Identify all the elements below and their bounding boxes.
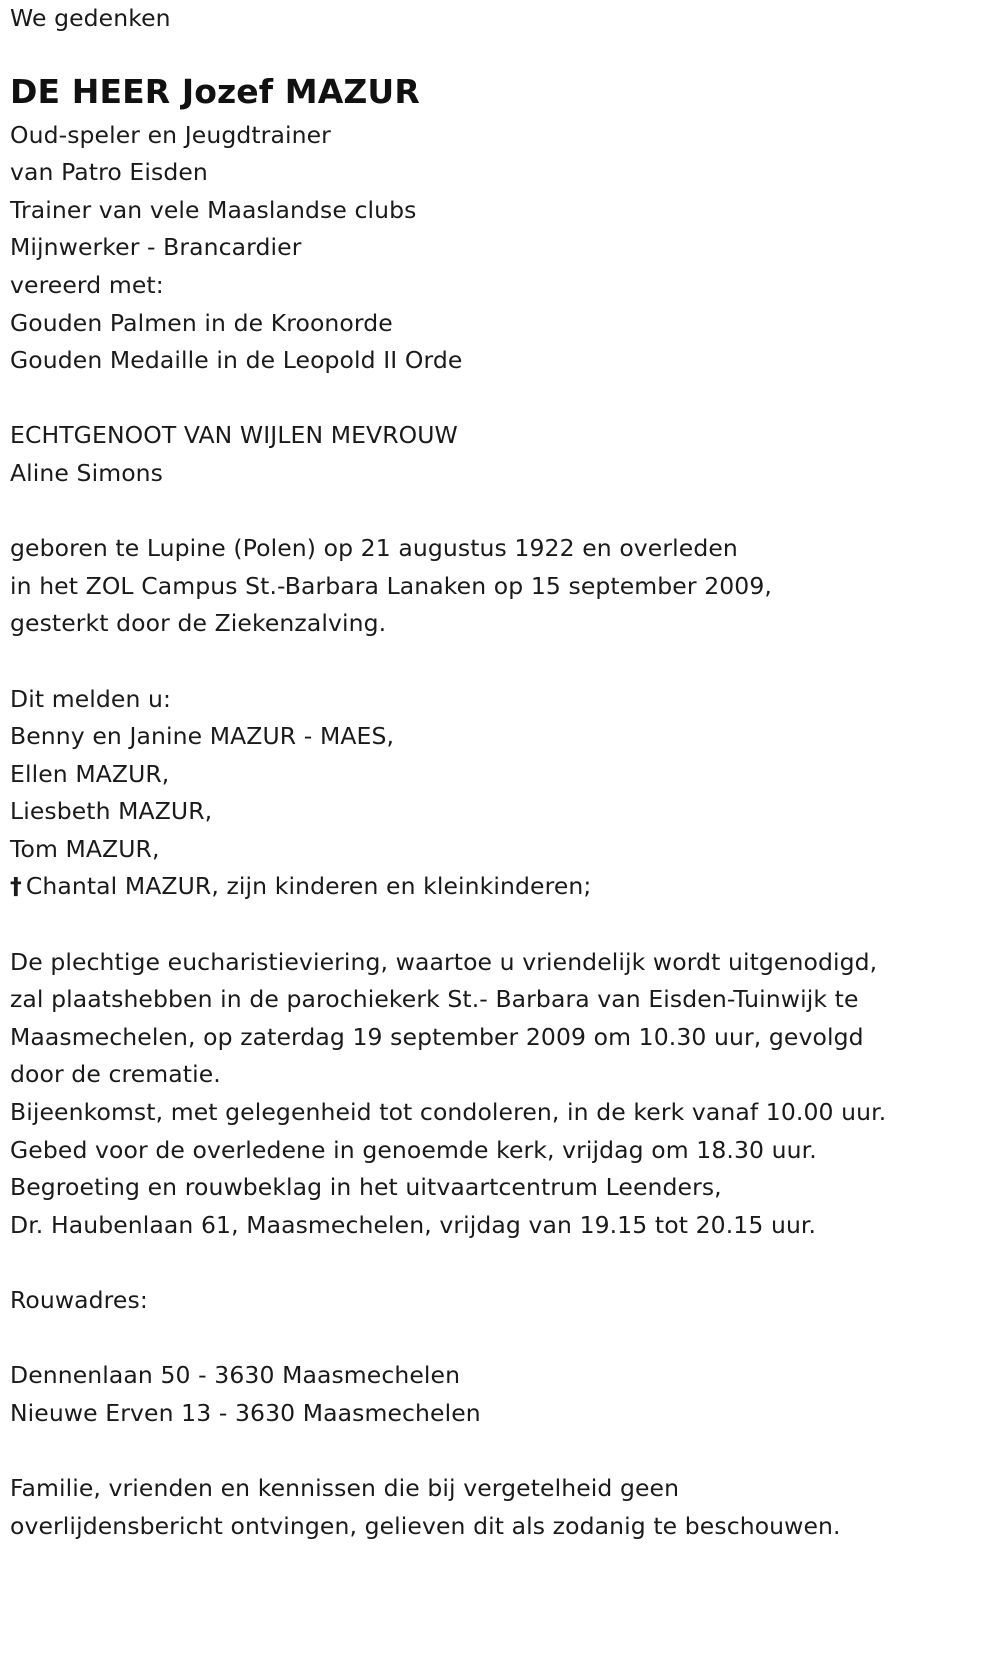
spacer [10, 906, 990, 944]
closing-line: overlijdensbericht ontvingen, gelieven dit als zodanig te beschouwen. [10, 1511, 841, 1540]
closing-block [10, 1470, 990, 1545]
family-heading: Dit melden u: [10, 684, 172, 713]
family-member: Liesbeth MAZUR, [10, 797, 213, 826]
title-line: van Patro Eisden [10, 158, 208, 187]
intro-text: We gedenken [10, 4, 171, 32]
ceremony-line: Gebed voor de overledene in genoemde kerk, vrijdag om 18.30 uur. [10, 1135, 817, 1164]
address-block [10, 1282, 990, 1432]
family-member: Benny en Janine MAZUR - MAES, [10, 722, 395, 751]
title-line: Oud-speler en Jeugdtrainer [10, 120, 331, 149]
ceremony-block [10, 944, 990, 1245]
ceremony-line: zal plaatshebben in de parochiekerk St.- Barbara van Eisden-Tuinwijk te [10, 985, 859, 1014]
ceremony-line: Begroeting en rouwbeklag in het uitvaartcentrum Leenders, [10, 1173, 722, 1202]
family-member: Ellen MAZUR, [10, 759, 170, 788]
birth-death-line: in het ZOL Campus St.-Barbara Lanaken op 15 september 2009, [10, 571, 772, 600]
spouse-block [10, 417, 990, 492]
ceremony-line: De plechtige eucharistieviering, waartoe u vriendelijk wordt uitgenodigd, [10, 947, 878, 976]
spacer [10, 380, 990, 418]
spacer [10, 493, 990, 531]
title-line: Trainer van vele Maaslandse clubs [10, 195, 417, 224]
deceased-name: DE HEER Jozef MAZUR [10, 71, 420, 111]
address-line: Nieuwe Erven 13 - 3630 Maasmechelen [10, 1398, 481, 1427]
spouse-label: ECHTGENOOT VAN WIJLEN MEVROUW [10, 421, 458, 450]
birth-death-line: gesterkt door de Ziekenzalving. [10, 609, 387, 638]
family-block [10, 681, 990, 907]
family-member-last: Chantal MAZUR, zijn kinderen en kleinkinderen; [25, 872, 592, 901]
obituary-notice [10, 0, 990, 1545]
title-line: Gouden Palmen in de Kroonorde [10, 308, 393, 337]
ceremony-line: Maasmechelen, op zaterdag 19 september 2009 om 10.30 uur, gevolgd [10, 1022, 864, 1051]
title-line: Gouden Medaille in de Leopold II Orde [10, 346, 463, 375]
spacer [10, 1320, 990, 1358]
cross-icon: † [10, 872, 22, 901]
spacer [10, 1432, 990, 1470]
spacer [10, 1244, 990, 1282]
title-line: Mijnwerker - Brancardier [10, 233, 302, 262]
address-line: Dennenlaan 50 - 3630 Maasmechelen [10, 1361, 461, 1390]
titles-block [10, 117, 990, 380]
family-member: Tom MAZUR, [10, 834, 160, 863]
birth-death-line: geboren te Lupine (Polen) op 21 augustus 1922 en overleden [10, 534, 738, 563]
closing-line: Familie, vrienden en kennissen die bij vergetelheid geen [10, 1473, 680, 1502]
ceremony-line: door de crematie. [10, 1060, 221, 1089]
birth-death-block [10, 530, 990, 643]
family-member-deceased [10, 868, 990, 906]
title-line: vereerd met: [10, 270, 164, 299]
address-heading: Rouwadres: [10, 1286, 148, 1314]
spacer [10, 643, 990, 681]
ceremony-line: Dr. Haubenlaan 61, Maasmechelen, vrijdag van 19.15 tot 20.15 uur. [10, 1210, 817, 1239]
spouse-name: Aline Simons [10, 458, 164, 487]
ceremony-line: Bijeenkomst, met gelegenheid tot condoleren, in de kerk vanaf 10.00 uur. [10, 1098, 887, 1127]
